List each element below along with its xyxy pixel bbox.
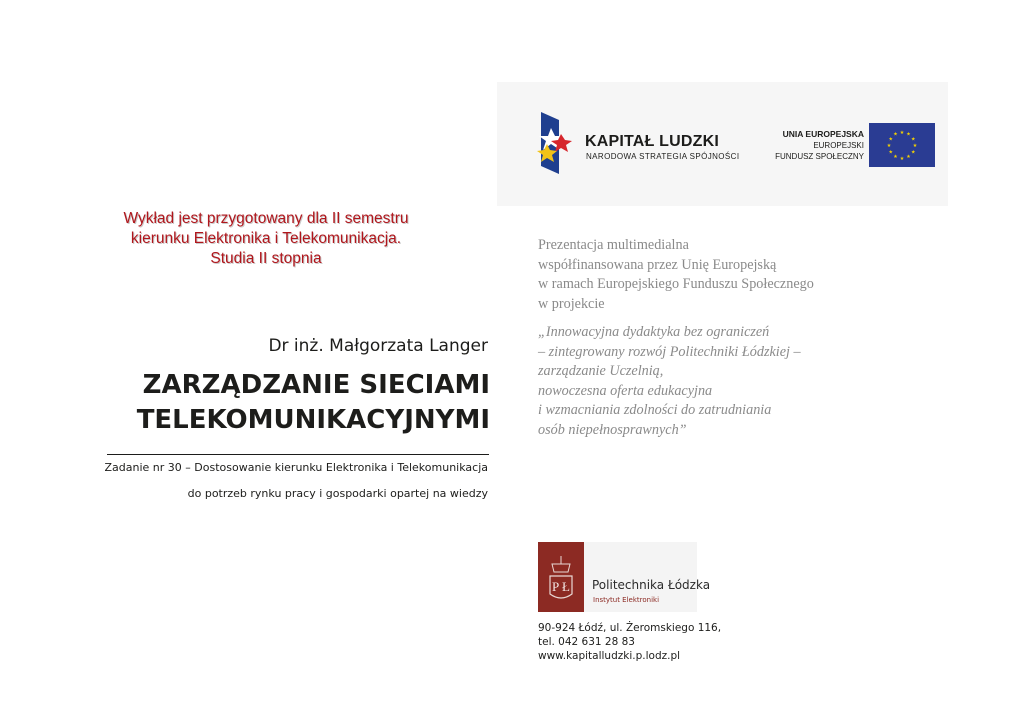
- project-name-quote: [538, 323, 868, 440]
- project-line: w ramach Europejskiego Funduszu Społecznego: [538, 276, 814, 292]
- project-line: współfinansowana przez Unię Europejską: [538, 256, 777, 273]
- project-line: w projekcie: [538, 295, 605, 312]
- quote-line: nowoczesna oferta edukacyjna: [538, 382, 713, 399]
- author-name: Dr inż. Małgorzata Langer: [268, 336, 488, 356]
- kapital-ludzki-subtitle: NARODOWA STRATEGIA SPÓJNOŚCI: [586, 152, 740, 161]
- eu-star-icon: ★: [899, 129, 905, 136]
- project-description: [538, 236, 868, 314]
- institute-name: Instytut Elektroniki: [593, 596, 660, 604]
- contact-address: [538, 621, 721, 663]
- eu-star-icon: ★: [911, 136, 916, 143]
- eu-flag-icon: [869, 123, 935, 167]
- intro-line3: Studia II stopnia: [210, 250, 322, 267]
- phone-line: tel. 042 631 28 83: [538, 636, 635, 648]
- eu-star-icon: ★: [886, 142, 892, 149]
- intro-line1: Wykład jest przygotowany dla II semestru: [123, 210, 409, 227]
- quote-line: zarządzanie Uczelnią,: [538, 363, 664, 379]
- title-line2: TELEKOMUNIKACYJNYMI: [136, 405, 490, 435]
- eu-fund-label: [740, 129, 864, 162]
- kapital-ludzki-logo-icon: [537, 110, 573, 176]
- eu-label-line1: UNIA EUROPEJSKA: [782, 129, 864, 139]
- politechnika-emblem-icon: [538, 542, 584, 612]
- website-link[interactable]: www.kapitalludzki.p.lodz.pl: [538, 650, 681, 662]
- university-name: Politechnika Łódzka: [592, 578, 711, 592]
- project-line: Prezentacja multimedialna: [538, 237, 689, 253]
- eu-star-icon: ★: [911, 149, 916, 156]
- title-divider: [107, 454, 489, 455]
- quote-line: osób niepełnosprawnych”: [538, 421, 687, 438]
- eu-star-icon: ★: [906, 154, 911, 161]
- eu-label-line3: FUNDUSZ SPOŁECZNY: [775, 152, 864, 161]
- eu-star-icon: ★: [893, 131, 898, 138]
- eu-star-icon: ★: [893, 154, 898, 161]
- emblem-letters: P Ł: [552, 579, 570, 594]
- eu-star-icon: ★: [888, 136, 893, 143]
- quote-line: „Innowacyjna dydaktyka bez ograniczeń: [538, 324, 770, 340]
- eu-star-icon: ★: [899, 155, 905, 162]
- task-line1: Zadanie nr 30 – Dostosowanie kierunku Elektronika i Telekomunikacja: [104, 461, 488, 474]
- task-line2: do potrzeb rynku pracy i gospodarki opartej na wiedzy: [187, 487, 488, 500]
- title-line1: ZARZĄDZANIE SIECIAMI: [142, 370, 490, 400]
- quote-line: i wzmacniania zdolności do zatrudniania: [538, 402, 772, 418]
- kapital-ludzki-title: KAPITAŁ LUDZKI: [585, 133, 720, 150]
- quote-line: – zintegrowany rozwój Politechniki Łódzkiej –: [538, 343, 801, 360]
- eu-star-icon: ★: [906, 131, 911, 138]
- eu-star-icon: ★: [912, 142, 918, 149]
- address-line: 90-924 Łódź, ul. Żeromskiego 116,: [538, 622, 722, 634]
- eu-star-icon: ★: [888, 149, 893, 156]
- course-intro: [96, 209, 436, 269]
- intro-line2: kierunku Elektronika i Telekomunikacja.: [130, 230, 402, 247]
- lecture-title: [100, 368, 490, 438]
- eu-label-line2: EUROPEJSKI: [813, 141, 864, 150]
